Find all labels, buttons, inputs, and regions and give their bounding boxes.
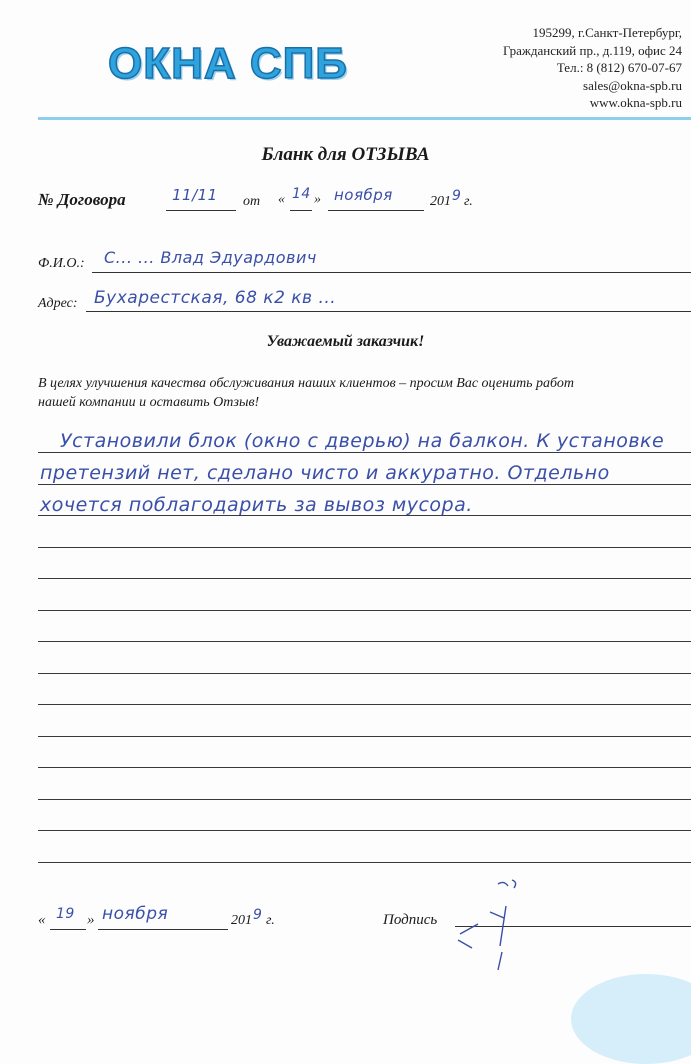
contact-address-line2: Гражданский пр., д.119, офис 24 bbox=[502, 42, 682, 58]
contact-website: www.okna-spb.ru bbox=[589, 95, 682, 110]
review-rule-line bbox=[38, 767, 691, 768]
corner-decoration bbox=[571, 974, 691, 1064]
contract-day-value: 14 bbox=[292, 186, 311, 202]
sign-year-suffix: г. bbox=[266, 913, 275, 928]
fio-line bbox=[92, 272, 691, 273]
sign-day-line bbox=[50, 929, 86, 930]
review-rule-line bbox=[38, 578, 691, 579]
address-line bbox=[86, 311, 691, 312]
address-label: Адрес: bbox=[38, 296, 78, 311]
contract-year-digit: 9 bbox=[452, 188, 462, 204]
sign-day-value: 19 bbox=[56, 906, 75, 922]
header-divider bbox=[38, 117, 691, 120]
contract-label: № Договора bbox=[38, 190, 126, 209]
review-rule-line bbox=[38, 547, 691, 548]
review-rule-line bbox=[38, 484, 691, 485]
sign-close-quote: » bbox=[87, 912, 95, 928]
review-rule-line bbox=[38, 799, 691, 800]
contact-block bbox=[422, 24, 682, 112]
sign-month-value: ноября bbox=[102, 904, 169, 924]
signature-scribble bbox=[440, 876, 550, 976]
review-rule-line bbox=[38, 610, 691, 611]
contract-number-value: 11/11 bbox=[172, 186, 218, 204]
signature-label: Подпись bbox=[383, 912, 438, 928]
review-line-2: претензий нет, сделано чисто и аккуратно. Отдельно bbox=[40, 462, 610, 484]
review-rule-line bbox=[38, 641, 691, 642]
intro-text bbox=[38, 374, 691, 412]
contract-year-suffix: г. bbox=[464, 194, 473, 209]
contact-address-line1: 195299, г.Санкт-Петербург, bbox=[532, 25, 682, 40]
intro-line-2: нашей компании и оставить Отзыв! bbox=[38, 395, 260, 410]
review-line-1: Установили блок (окно с дверью) на балкон. К установке bbox=[60, 430, 665, 452]
review-line-3: хочется поблагодарить за вывоз мусора. bbox=[40, 494, 473, 516]
review-rule-line bbox=[38, 673, 691, 674]
contract-day-line bbox=[290, 210, 312, 211]
sign-year-digit: 9 bbox=[253, 907, 263, 923]
intro-line-1: В целях улучшения качества обслуживания наших клиентов – просим Вас оценить работ bbox=[38, 376, 575, 391]
sign-year-prefix: 201 bbox=[231, 913, 252, 928]
contract-open-quote: « bbox=[278, 192, 285, 207]
fio-value: С... ... Влад Эдуардович bbox=[104, 248, 317, 267]
contract-month-value: ноября bbox=[334, 186, 393, 204]
contract-month-line bbox=[328, 210, 424, 211]
sign-open-quote: « bbox=[38, 912, 46, 928]
review-rule-line bbox=[38, 736, 691, 737]
review-rule-line bbox=[38, 704, 691, 705]
review-rule-line bbox=[38, 830, 691, 831]
fio-label: Ф.И.О.: bbox=[38, 256, 85, 271]
sign-month-line bbox=[98, 929, 228, 930]
contract-number-line bbox=[166, 210, 236, 211]
address-value: Бухарестская, 68 к2 кв ... bbox=[94, 288, 337, 308]
review-rule-line bbox=[38, 452, 691, 453]
company-logo: ОКНА СПБ bbox=[108, 39, 348, 88]
contact-email: sales@okna-spb.ru bbox=[583, 77, 682, 93]
contract-close-quote: » bbox=[314, 192, 321, 207]
contact-phone: Тел.: 8 (812) 670-07-67 bbox=[556, 60, 682, 75]
review-rule-line bbox=[38, 862, 691, 863]
greeting-heading: Уважаемый заказчик! bbox=[266, 333, 425, 350]
form-title: Бланк для ОТЗЫВА bbox=[261, 144, 430, 165]
contract-year-prefix: 201 bbox=[430, 194, 451, 209]
contract-from-label: от bbox=[243, 194, 261, 209]
